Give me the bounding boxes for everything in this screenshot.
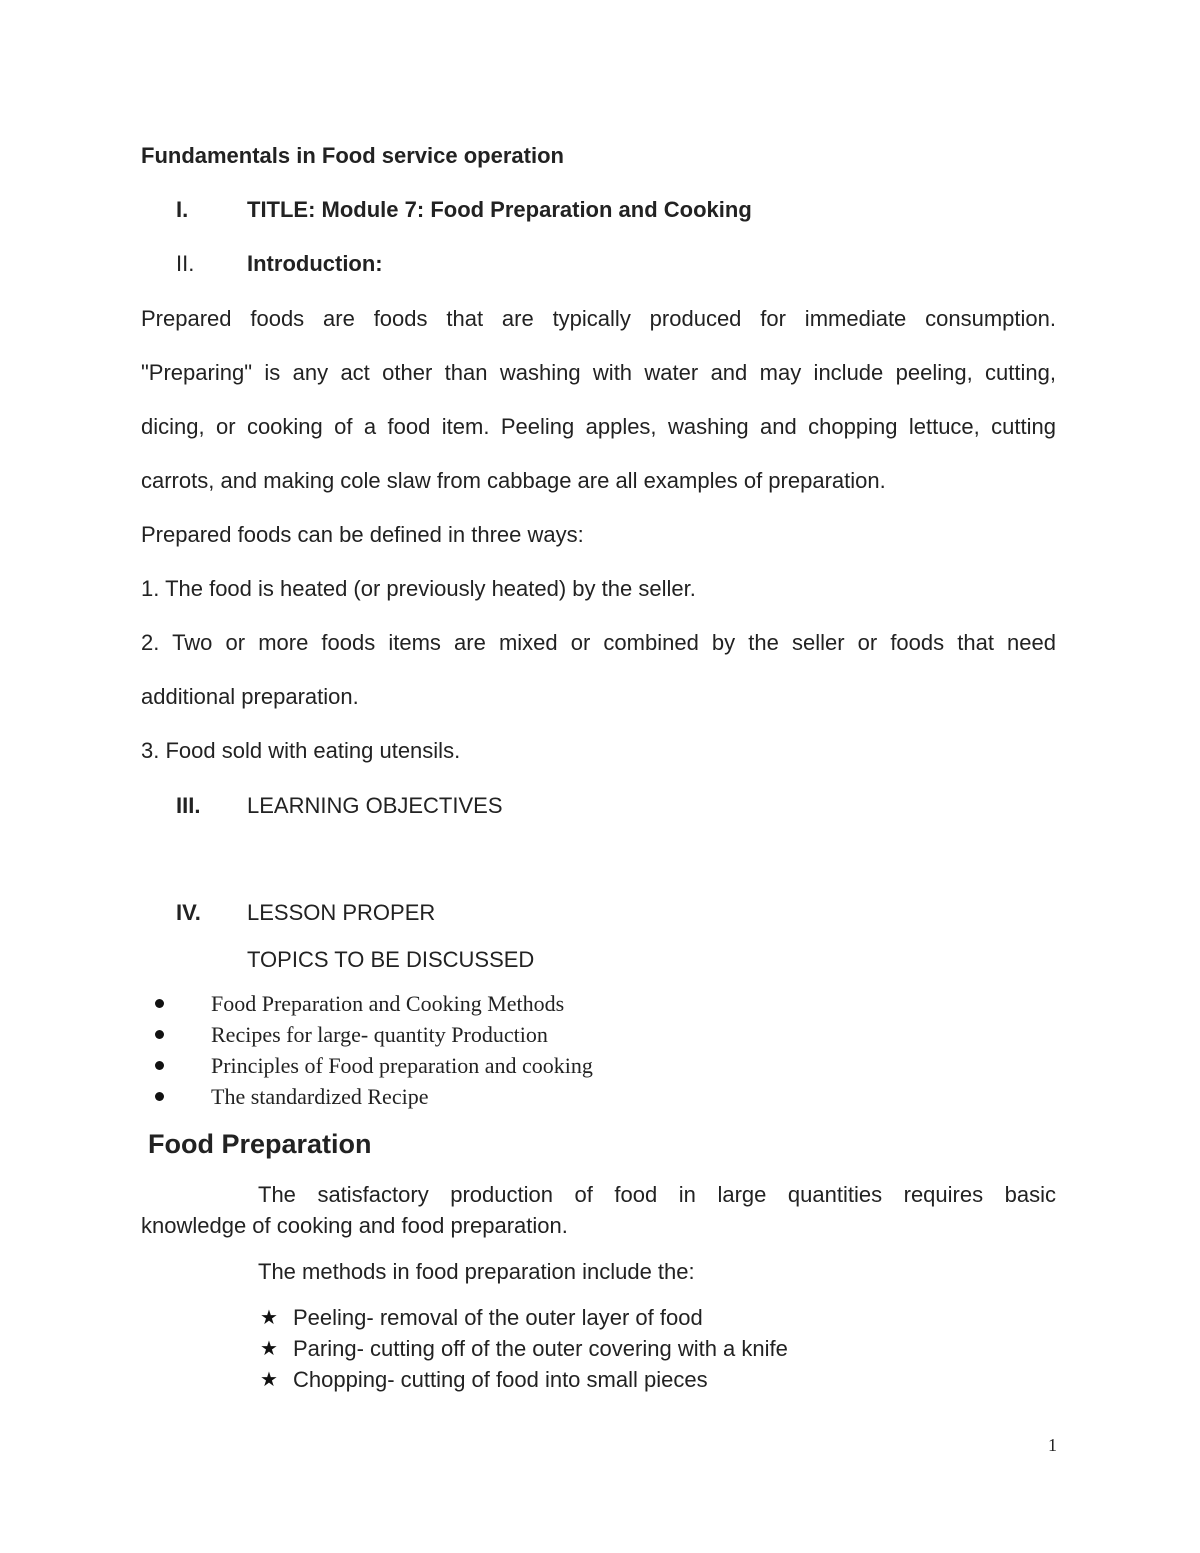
definition-3: 3. Food sold with eating utensils.: [141, 738, 461, 763]
document-header-title: Fundamentals in Food service operation: [141, 143, 564, 168]
section-4-title: LESSON PROPER: [247, 900, 436, 925]
topic-item-2: Recipes for large- quantity Production: [211, 1022, 548, 1047]
method-item-2: Paring- cutting off of the outer covering with a knife: [293, 1336, 788, 1361]
method-item-1: Peeling- removal of the outer layer of food: [293, 1305, 703, 1330]
food-preparation-heading: Food Preparation: [148, 1129, 372, 1159]
section-2-title: Introduction:: [247, 251, 383, 276]
star-icon: ★: [260, 1307, 278, 1329]
section-3-numeral: III.: [176, 793, 201, 818]
star-icon: ★: [260, 1369, 278, 1391]
food-prep-paragraph-line-1: The satisfactory production of food in large quantities requires basic: [258, 1182, 1056, 1207]
definitions-intro: Prepared foods can be defined in three ways:: [141, 522, 584, 547]
bullet-icon: [155, 999, 164, 1008]
bullet-icon: [155, 1030, 164, 1039]
intro-line-4: carrots, and making cole slaw from cabbage are all examples of preparation.: [141, 468, 886, 493]
topic-item-4: The standardized Recipe: [211, 1084, 429, 1109]
definition-2-continued: additional preparation.: [141, 684, 359, 709]
star-icon: ★: [260, 1338, 278, 1360]
topic-item-1: Food Preparation and Cooking Methods: [211, 991, 565, 1016]
intro-line-1: Prepared foods are foods that are typically produced for immediate consumption.: [141, 306, 1056, 331]
bullet-icon: [155, 1092, 164, 1101]
bullet-icon: [155, 1061, 164, 1070]
method-item-3: Chopping- cutting of food into small pieces: [293, 1367, 708, 1392]
section-4-numeral: IV.: [176, 900, 201, 925]
page-number: 1: [1048, 1435, 1057, 1455]
intro-line-2: "Preparing" is any act other than washing with water and may include peeling, cutting,: [141, 360, 1056, 385]
topic-item-3: Principles of Food preparation and cooking: [211, 1053, 593, 1078]
definition-1: 1. The food is heated (or previously heated) by the seller.: [141, 576, 696, 601]
topics-heading: TOPICS TO BE DISCUSSED: [247, 947, 535, 972]
section-1-numeral: I.: [176, 197, 189, 222]
section-1-title: TITLE: Module 7: Food Preparation and Cooking: [247, 197, 752, 222]
section-3-title: LEARNING OBJECTIVES: [247, 793, 503, 818]
food-prep-paragraph-line-2: knowledge of cooking and food preparation.: [141, 1213, 568, 1238]
intro-line-3: dicing, or cooking of a food item. Peeling apples, washing and chopping lettuce, cutting: [141, 414, 1056, 439]
methods-intro: The methods in food preparation include the:: [258, 1259, 695, 1284]
definition-2: 2. Two or more foods items are mixed or combined by the seller or foods that need: [141, 630, 1056, 655]
section-2-numeral: II.: [176, 251, 195, 276]
